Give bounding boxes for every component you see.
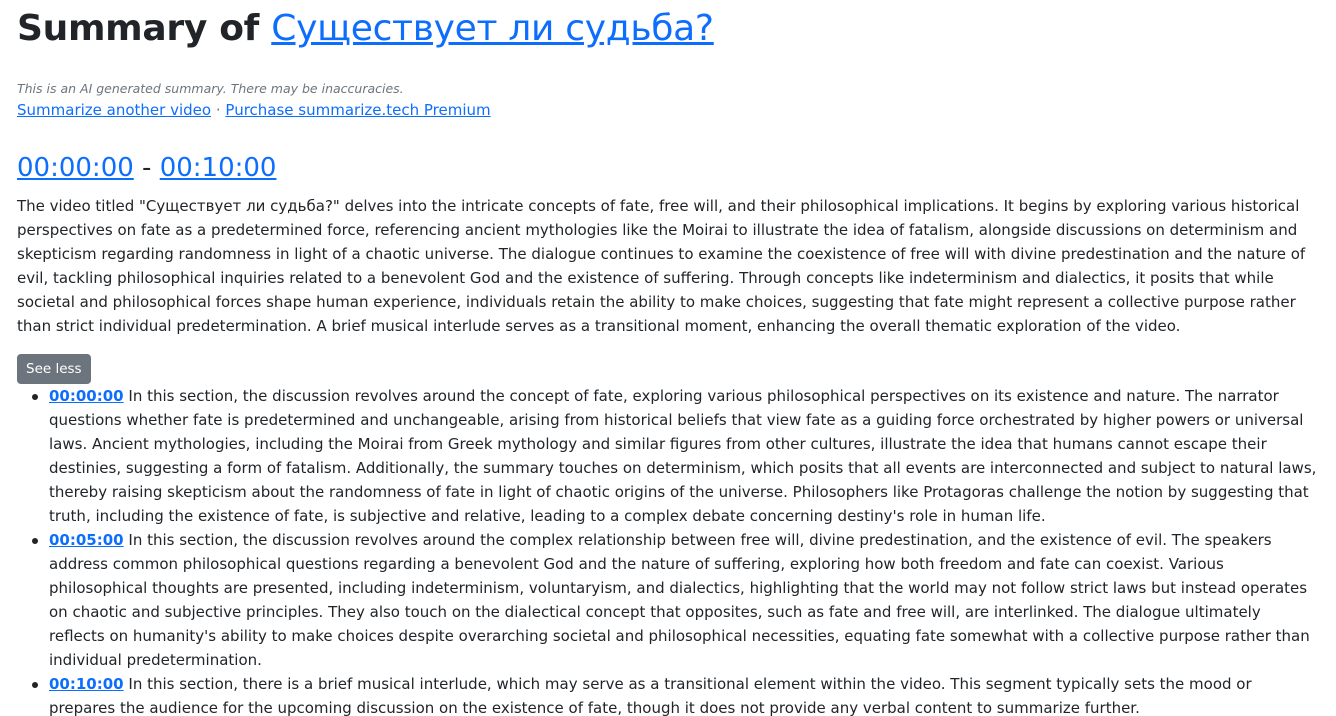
- segment-summary: The video titled "Существует ли судьба?" delves into the intricate concepts of fate, free will, and their philosophical implications. It begins by exploring various historical perspectives on fate as a predetermined force, referencing ancient mythologies like the Moirai to illustrate the idea of fatalism, alongside discussions on determinism and skepticism regarding randomness in light of a chaotic universe. The dialogue continues to examine the coexistence of free will with divine predestination and the nature of evil, tackling philosophical inquiries related to a benevolent God and the existence of suffering. Through concepts like indeterminism and dialectics, it posits that while societal and philosophical forces shape human experience, individuals retain the ability to make choices, suggesting that fate might represent a collective purpose rather than strict individual predetermination. A brief musical interlude serves as a transitional moment, enhancing the overall thematic exploration of the video.: [17, 197, 1306, 335]
- segment-start-link[interactable]: 00:00:00: [17, 153, 134, 183]
- video-title-link[interactable]: Существует ли судьба?: [271, 8, 714, 49]
- segment-dash: -: [142, 153, 152, 183]
- list-item: [49, 672, 1319, 716]
- summarize-another-link[interactable]: Summarize another video: [17, 101, 212, 119]
- purchase-premium-link[interactable]: Purchase summarize.tech Premium: [225, 101, 491, 119]
- bullet-icon: [32, 394, 38, 400]
- section-text: In this section, there is a brief musical interlude, which may serve as a transitional element within the video. This segment typically sets the mood or prepares the audience for the upcoming discussion on the existence of fate, though it does not provide any verbal content to summarize further.: [49, 675, 1252, 716]
- segment-heading: [17, 150, 1319, 186]
- list-item: [49, 528, 1319, 672]
- section-text: In this section, the discussion revolves around the complex relationship between free will, divine predestination, and the existence of evil. The speakers address common philosophical questions regarding a benevolent God and the nature of suffering, exploring how both freedom and fate can coexist. Various philosophical thoughts are presented, including indeterminism, voluntaryism, and dialectics, highlighting that the world may not follow strict laws but instead operates on chaotic and subjective principles. They also touch on the dialectical concept that opposites, such as fate and free will, are interlinked. The dialogue ultimately reflects on humanity's ability to make choices despite overarching societal and philosophical necessities, equating fate somewhat with a collective purpose rather than individual predetermination.: [49, 531, 1310, 669]
- see-less-button[interactable]: See less: [17, 354, 91, 384]
- list-item: [49, 384, 1319, 528]
- ai-disclaimer: This is an AI generated summary. There may be inaccuracies.: [17, 81, 404, 96]
- bullet-icon: [32, 538, 38, 544]
- section-list: [17, 384, 1319, 716]
- timestamp-link[interactable]: 00:00:00: [49, 387, 124, 405]
- action-links: [17, 98, 1319, 122]
- timestamp-link[interactable]: 00:05:00: [49, 531, 124, 549]
- timestamp-link[interactable]: 00:10:00: [49, 675, 124, 693]
- link-separator: ·: [215, 101, 221, 119]
- segment-end-link[interactable]: 00:10:00: [159, 153, 277, 183]
- title-prefix: Summary of: [17, 8, 260, 49]
- section-text: In this section, the discussion revolves around the concept of fate, exploring various philosophical perspectives on its existence and nature. The narrator questions whether fate is predetermined and unchangeable, arising from historical beliefs that view fate as a guiding force orchestrated by higher powers or universal laws. Ancient mythologies, including the Moirai from Greek mythology and similar figures from other cultures, illustrate the idea that humans cannot escape their destinies, suggesting a form of fatalism. Additionally, the summary touches on determinism, which posits that all events are interconnected and subject to natural laws, thereby raising skepticism about the randomness of fate in light of chaotic origins of the universe. Philosophers like Protagoras challenge the notion by suggesting that truth, including the existence of fate, is subjective and relative, leading to a complex debate concerning destiny's role in human life.: [49, 387, 1317, 525]
- bullet-icon: [32, 682, 38, 688]
- page-title: [17, 0, 1319, 52]
